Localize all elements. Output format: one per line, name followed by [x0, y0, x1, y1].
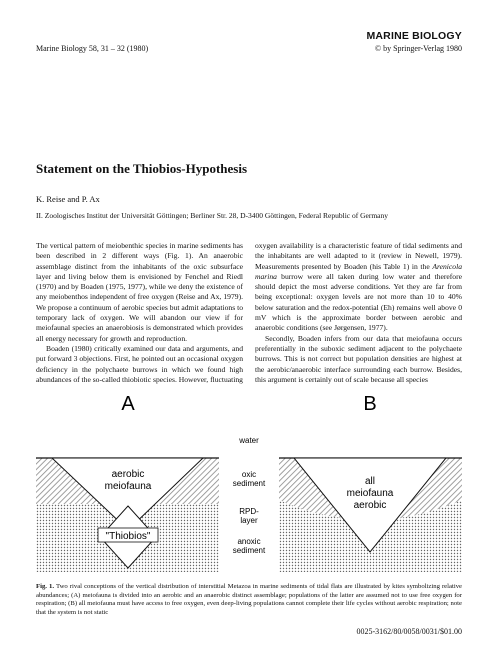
figure-diagram	[36, 390, 462, 576]
legend-anoxic-sediment: sediment	[232, 546, 266, 555]
legend-oxic: oxic	[241, 470, 257, 479]
article-affiliation: II. Zoologisches Institut der Universität Göttingen; Berliner Str. 28, D-3400 Göttingen, Federal Republic of Germany	[36, 211, 389, 220]
species-name: Arenicola marina	[255, 261, 462, 281]
panel-b-label: B	[363, 393, 377, 415]
panel-a-thiobios-text: "Thiobios"	[105, 531, 151, 542]
journal-brand: MARINE BIOLOGY	[366, 30, 462, 42]
journal-masthead	[366, 30, 462, 53]
caption-text: Two rival conceptions of the vertical distribution of interstitial Metazoa in marine sediments of tidal flats are illustrated by kites symbolizing relative abundances; (A) meiofauna is divided into an aerobic and an anaerobic distinct assemblage; populations of the latter are assumed not to use free oxygen for respiration; (B) all meiofauna must have access to free oxygen, even deep-living populations cannot complete their life cycles without aerobic respiration; note that the system is not static	[36, 583, 463, 616]
panel-b-aerobic-text: aerobic	[353, 500, 387, 511]
panel-b-meiofauna-text: meiofauna	[346, 488, 394, 499]
journal-citation: Marine Biology 58, 31 – 32 (1980)	[36, 44, 149, 53]
body-column-right	[255, 241, 462, 385]
paragraph: Secondly, Boaden infers from our data that meiofauna occurs preferentially in the suboxic sediment adjacent to the polychaete burrows. This is not correct but population densities are highest at the aerobic/anaerobic interface surrounding each burrow. Besides, this argument is certainly out of scale because all species	[255, 333, 462, 384]
paragraph: oxygen availability is a characteristic feature of tidal sediments and the inhabitants are well adapted to it (review in Newell, 1979). Measurements presented by Boaden (his Table 1) in the Arenicola marina burrow were all taken during low water and therefore should depict the most adverse conditions. Yet they are far from being exceptional: oxygen levels are not more than 10 to 40% below saturation and the redox-potential (Eh) remains well above 0 mV which is the approximate border between aerobic and anaerobic conditions (see Jørgensen, 1977).	[255, 241, 462, 333]
paragraph: Boaden (1980) critically examined our data and arguments, and put forward 3 objections. First, he pointed out an occasional oxygen deficiency in the polychaete burrows in which we found high abundances of the so-called thiobiotic species. However, fluctuating	[36, 343, 243, 384]
footer-code: 0025-3162/80/0058/0031/$01.00	[356, 627, 462, 636]
panel-b-all-text: all	[364, 476, 376, 487]
legend-oxic-sediment: sediment	[232, 479, 266, 488]
publisher-line: © by Springer-Verlag 1980	[374, 44, 462, 53]
article-title: Statement on the Thiobios-Hypothesis	[36, 161, 248, 176]
panel-a-meiofauna-text: meiofauna	[104, 481, 152, 492]
legend-water: water	[239, 436, 259, 445]
body-column-left	[36, 241, 243, 385]
panel-a-label: A	[121, 393, 135, 415]
panel-a-aerobic-text: aerobic	[111, 469, 145, 480]
legend-rpd: RPD-	[239, 507, 259, 516]
article-authors: K. Reise and P. Ax	[36, 194, 100, 204]
legend-rpd-layer: layer	[240, 516, 258, 525]
legend-anoxic: anoxic	[237, 537, 261, 546]
paragraph: The vertical pattern of meiobenthic species in marine sediments has been described in 2 different ways (Fig. 1). An anaerobic assemblage distinct from the inhabitants of the oxic subsurface layer and living below them is envisioned by Fenchel and Riedl (1970) and by Boaden (1975, 1977), while we deny the existence of any meiobenthos independent of free oxygen (Reise and Ax, 1979). We propose a continuum of aerobic species but admit adaptations to temporary lack of oxygen. We will abandon our view if for meiofaunal species an anaerobiosis is demonstrated which provides all energy necessary for growth and reproduction.	[36, 241, 243, 343]
caption-label: Fig. 1.	[36, 583, 55, 590]
figure-1	[36, 390, 462, 576]
figure-caption	[36, 583, 462, 617]
